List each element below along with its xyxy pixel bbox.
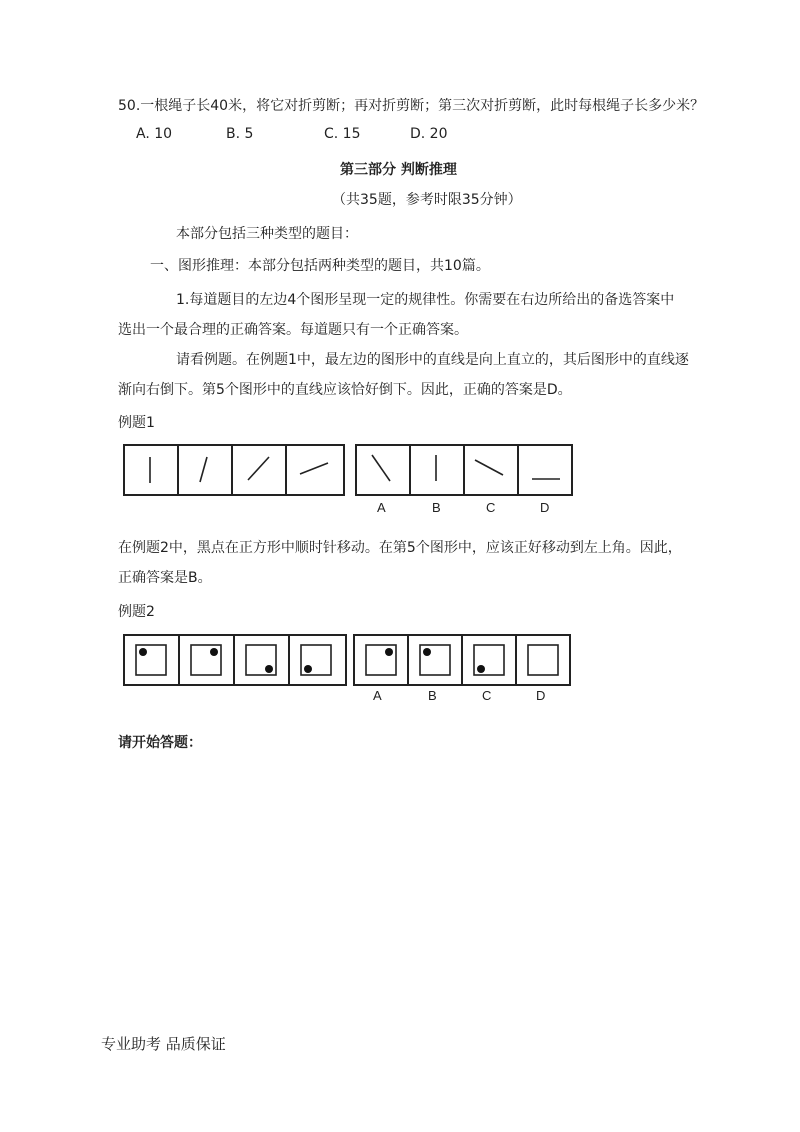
example2-label: 例题2: [118, 604, 155, 620]
example2-label-a: A: [373, 688, 382, 703]
example1-option-c-line: [475, 460, 503, 475]
example2-desc-line-2: 正确答案是B。: [118, 570, 212, 586]
example2-desc-line-1: 在例题2中，黑点在正方形中顺时针移动。在第5个图形中，应该正好移动到左上角。因此，: [118, 540, 682, 556]
example2-label-b: B: [428, 688, 437, 703]
section-title: 第三部分 判断推理: [340, 162, 457, 178]
example1-label-d: D: [540, 500, 550, 515]
option-d: D. 20: [410, 126, 448, 142]
example2-option-a-dot: [385, 648, 393, 656]
example2-option-c-dot: [477, 665, 485, 673]
example1-option-a-line: [372, 455, 390, 481]
rule-line-2: 选出一个最合理的正确答案。每道题只有一个正确答案。: [118, 322, 468, 338]
example1-desc-line-1: 请看例题。在例题1中，最左边的图形中的直线是向上直立的，其后图形中的直线逐: [176, 352, 689, 368]
example2-dot-1: [139, 648, 147, 656]
option-c: C. 15: [324, 126, 361, 142]
rule-line-1: 1.每道题目的左边4个图形呈现一定的规律性。你需要在右边所给出的备选答案中: [176, 292, 675, 308]
example2-dot-2: [210, 648, 218, 656]
part-one-heading: 一、图形推理：本部分包括两种类型的题目，共10篇。: [150, 258, 490, 274]
example2-dot-4: [304, 665, 312, 673]
option-a: A. 10: [136, 126, 173, 142]
example1-figure: [120, 443, 580, 503]
option-b: B. 5: [226, 126, 254, 142]
example2-label-d: D: [536, 688, 546, 703]
example1-label-a: A: [377, 500, 386, 515]
example2-option-b-dot: [423, 648, 431, 656]
footer-slogan: 专业助考 品质保证: [101, 1035, 226, 1053]
section-subtitle: （共35题，参考时限35分钟）: [332, 192, 522, 208]
section-intro: 本部分包括三种类型的题目：: [176, 226, 358, 242]
example1-desc-line-2: 渐向右倒下。第5个图形中的直线应该恰好倒下。因此，正确的答案是D。: [118, 382, 572, 398]
start-prompt: 请开始答题：: [118, 735, 202, 751]
example1-line-2: [200, 457, 207, 482]
example2-figure: [120, 633, 580, 689]
example1-line-4: [300, 463, 328, 474]
example2-dot-3: [265, 665, 273, 673]
example1-label-c: C: [486, 500, 496, 515]
example2-label-c: C: [482, 688, 492, 703]
example1-line-3: [248, 457, 269, 480]
example1-label-b: B: [432, 500, 441, 515]
question-50-text: 50.一根绳子长40米，将它对折剪断；再对折剪断；第三次对折剪断，此时每根绳子长多少米？: [118, 98, 705, 114]
example1-label: 例题1: [118, 415, 155, 431]
